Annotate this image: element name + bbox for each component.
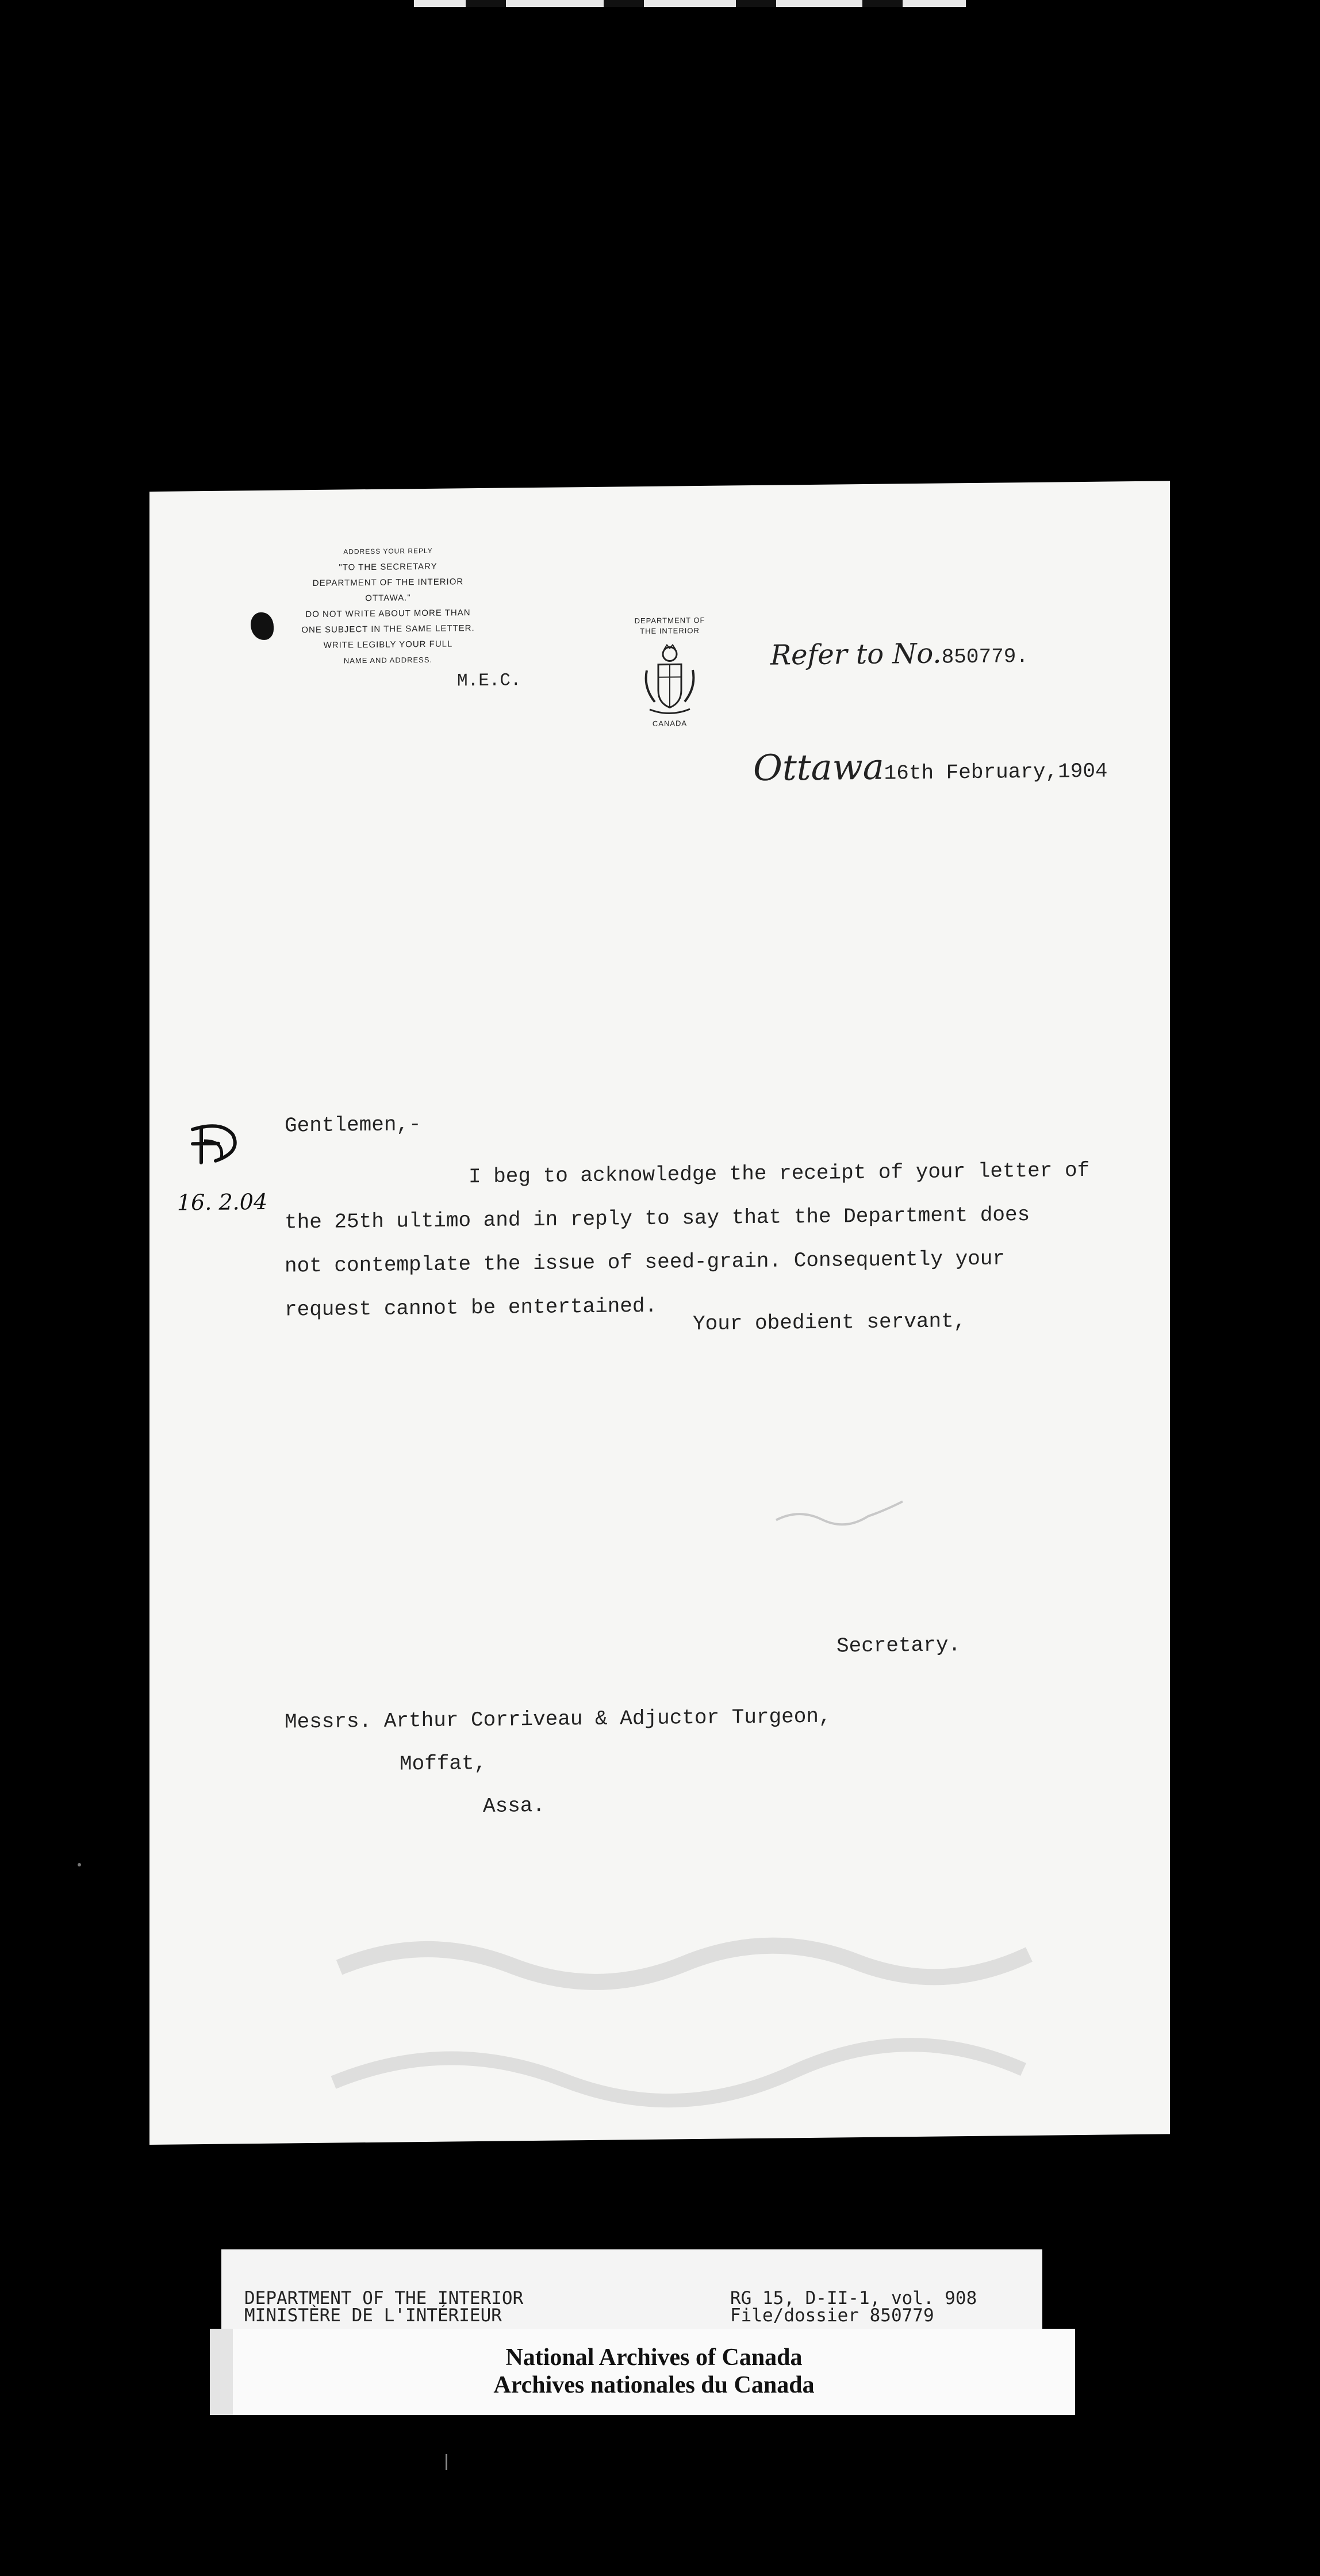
department-crest <box>615 615 724 737</box>
letterhead-line: DO NOT WRITE ABOUT MORE THAN <box>305 608 471 620</box>
file-reference-line: File/dossier 850779 <box>730 2305 934 2326</box>
refer-number: 850779. <box>941 644 1029 669</box>
department-label <box>244 2290 523 2324</box>
salutation: Gentlemen,- <box>285 1113 421 1138</box>
crest-caption-line: DEPARTMENT OF <box>634 615 705 626</box>
letterhead-line: NAME AND ADDRESS. <box>343 655 433 665</box>
institution-name <box>233 2344 1075 2399</box>
institution-name-line: National Archives of Canada <box>505 2344 803 2371</box>
institution-label <box>210 2329 1075 2415</box>
letterhead-line: ONE SUBJECT IN THE SAME LETTER. <box>301 623 475 635</box>
letterhead-line: OTTAWA." <box>365 593 411 604</box>
faded-signature <box>770 1496 920 1532</box>
film-speck <box>78 1863 81 1866</box>
letter-sheet <box>149 481 1170 2145</box>
letterhead-address-block <box>259 542 517 669</box>
crest-caption-line: THE INTERIOR <box>640 626 700 636</box>
body-line: not contemplate the issue of seed-grain. Consequently your <box>285 1247 1006 1278</box>
complimentary-close: Your obedient servant, <box>693 1309 966 1336</box>
addressee-line: Assa. <box>483 1793 546 1818</box>
body-line: request cannot be entertained. <box>285 1294 658 1322</box>
top-film-strip <box>414 0 966 7</box>
letter-date: 16th February,1904 <box>884 759 1108 785</box>
addressee-line: Messrs. Arthur Corriveau & Adjuctor Turgeon, <box>285 1704 831 1734</box>
handwritten-annotation <box>161 1117 287 1216</box>
institution-name-line: Archives nationales du Canada <box>493 2372 815 2398</box>
department-label-line: DEPARTMENT OF THE INTERIOR <box>244 2288 524 2309</box>
letterhead-line: WRITE LEGIBLY YOUR FULL <box>323 639 453 650</box>
addressee-line: Moffat, <box>400 1751 487 1776</box>
letterhead-line: DEPARTMENT OF THE INTERIOR <box>312 577 464 589</box>
handwritten-date: 16. 2.04 <box>177 1189 268 1216</box>
file-reference <box>730 2290 977 2324</box>
letterhead-line: ADDRESS YOUR REPLY <box>343 546 433 556</box>
department-label-line: MINISTÈRE DE L'INTÉRIEUR <box>244 2305 502 2326</box>
crest-caption-top <box>615 615 724 637</box>
film-tick-mark <box>446 2454 447 2470</box>
letterhead-initials: M.E.C. <box>457 670 521 692</box>
coat-of-arms-icon <box>641 641 699 716</box>
signer-title: Secretary. <box>836 1633 961 1658</box>
body-line: I beg to acknowledge the receipt of your letter of <box>469 1158 1090 1189</box>
crest-caption-bottom: CANADA <box>652 719 688 728</box>
letterhead-line: "TO THE SECRETARY <box>339 561 438 573</box>
addressee-block <box>285 1695 831 1830</box>
place-name: Ottawa <box>753 745 884 789</box>
refer-label: Refer to No. <box>770 637 942 672</box>
letter-body <box>285 1148 1118 1332</box>
refer-to-number <box>770 637 1029 672</box>
dateline <box>753 743 1108 789</box>
show-through-ink <box>310 1891 1087 2129</box>
file-reference-line: RG 15, D-II-1, vol. 908 <box>730 2288 977 2309</box>
body-line: the 25th ultimo and in reply to say that the Department does <box>285 1202 1030 1235</box>
